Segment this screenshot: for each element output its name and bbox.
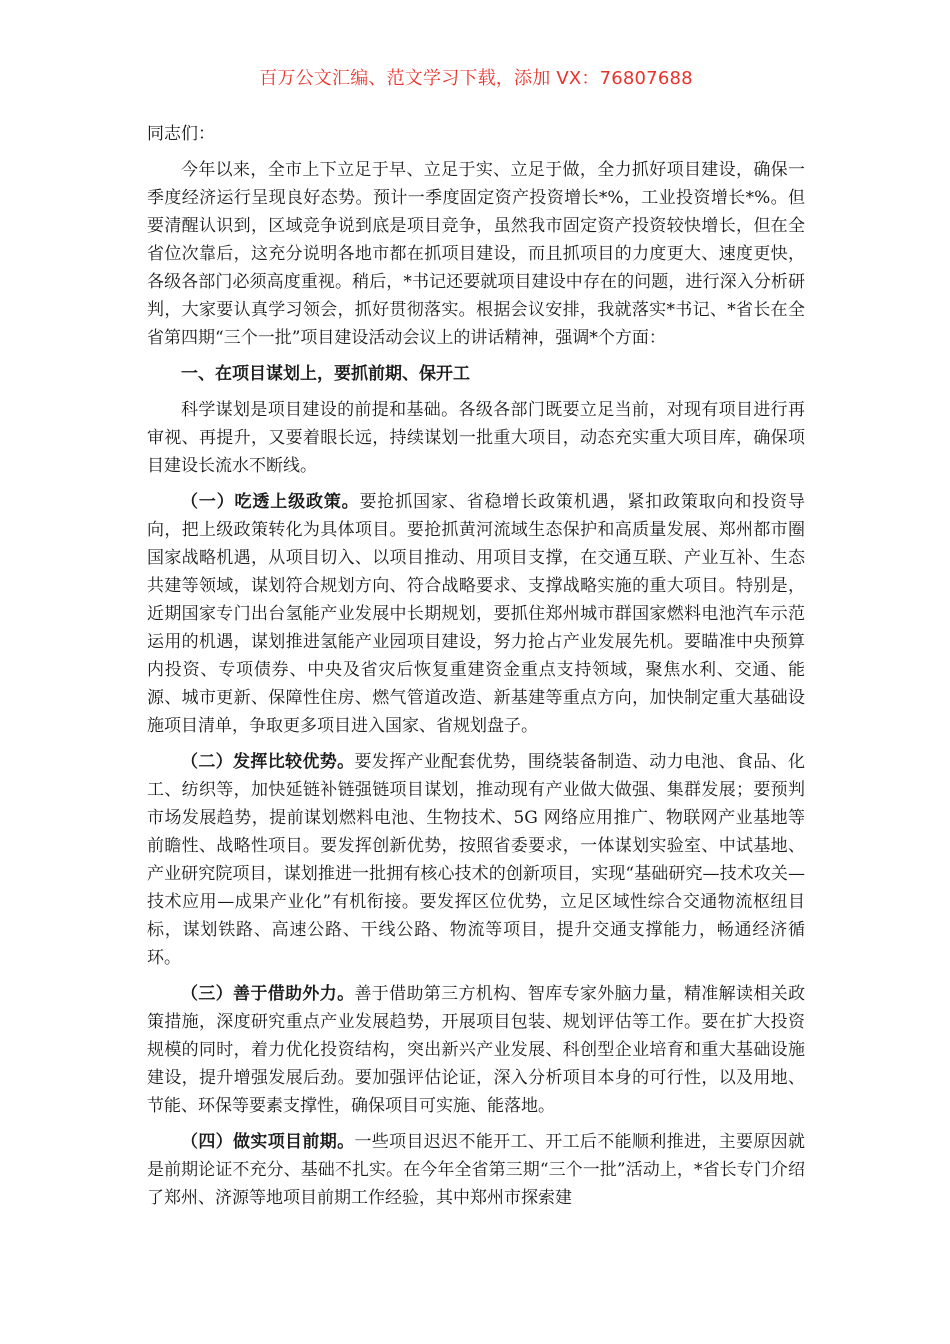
item-paragraph-2: [147, 748, 805, 972]
item-title-1: （一）吃透上级政策。: [181, 492, 360, 512]
intro-paragraph: 今年以来，全市上下立足于早、立足于实、立足于做，全力抓好项目建设，确保一季度经济运行呈现良好态势。预计一季度固定资产投资增长*%，工业投资增长*%。但要清醒认识到，区域竞争说到底是项目竞争，虽然我市固定资产投资较快增长，但在全省位次靠后，这充分说明各地市都在抓项目建设，而且抓项目的力度更大、速度更快，各级各部门必须高度重视。稍后，*书记还要就项目建设中存在的问题，进行深入分析研判，大家要认真学习领会，抓好贯彻落实。根据会议安排，我就落实*书记、*省长在全省第四期“三个一批”项目建设活动会议上的讲话精神，强调*个方面：: [147, 160, 805, 348]
item-title-4: （四）做实项目前期。: [181, 1132, 355, 1152]
item-body-4: 一些项目迟迟不能开工、开工后不能顺利推进，主要原因就是前期论证不充分、基础不扎实。在今年全省第三期“三个一批”活动上，*省长专门介绍了郑州、济源等地项目前期工作经验，其中郑州市探索建: [147, 1132, 806, 1208]
item-body-2: 要发挥产业配套优势，围绕装备制造、动力电池、食品、化工、纺织等，加快延链补链强链项目谋划，推动现有产业做大做强、集群发展；要预判市场发展趋势，提前谋划燃料电池、生物技术、5G 网络应用推广、物联网产业基地等前瞻性、战略性项目。要发挥创新优势，按照省委要求，一体谋划实验室、中试基地、产业研究院项目，谋划推进一批拥有核心技术的创新项目，实现“基础研究—技术攻关—技术应用—成果产业化”有机衔接。要发挥区位优势，立足区域性综合交通物流枢纽目标，谋划铁路、高速公路、干线公路、物流等项目，提升交通支撑能力，畅通经济循环。: [147, 752, 806, 968]
section-heading-1: 一、在项目谋划上，要抓前期、保开工: [181, 364, 470, 384]
watermark-banner: 百万公文汇编、范文学习下载，添加 VX：76807688: [259, 68, 693, 89]
item-paragraph-1: [147, 488, 805, 740]
item-title-3: （三）善于借助外力。: [181, 984, 355, 1004]
item-paragraph-3: [147, 980, 805, 1120]
item-body-1: 要抢抓国家、省稳增长政策机遇，紧扣政策取向和投资导向，把上级政策转化为具体项目。要抢抓黄河流域生态保护和高质量发展、郑州都市圈国家战略机遇，从项目切入、以项目推动、用项目支撑，在交通互联、产业互补、生态共建等领域，谋划符合规划方向、符合战略要求、支撑战略实施的重大项目。特别是，近期国家专门出台氢能产业发展中长期规划，要抓住郑州城市群国家燃料电池汽车示范运用的机遇，谋划推进氢能产业园项目建设，努力抢占产业发展先机。要瞄准中央预算内投资、专项债券、中央及省灾后恢复重建资金重点支持领域，聚焦水利、交通、能源、城市更新、保障性住房、燃气管道改造、新基建等重点方向，加快制定重大基础设施项目清单，争取更多项目进入国家、省规划盘子。: [147, 492, 806, 736]
item-title-2: （二）发挥比较优势。: [181, 752, 355, 772]
item-body-3: 善于借助第三方机构、智库专家外脑力量，精准解读相关政策措施，深度研究重点产业发展趋势，开展项目包装、规划评估等工作。要在扩大投资规模的同时，着力优化投资结构，突出新兴产业发展、科创型企业培育和重大基础设施建设，提升增强发展后劲。要加强评估论证，深入分析项目本身的可行性，以及用地、节能、环保等要素支撑性，确保项目可实施、能落地。: [147, 984, 806, 1116]
section-intro-paragraph: 科学谋划是项目建设的前提和基础。各级各部门既要立足当前，对现有项目进行再审视、再提升，又要着眼长远，持续谋划一批重大项目，动态充实重大项目库，确保项目建设长流水不断线。: [147, 400, 805, 476]
salutation: 同志们：: [147, 124, 215, 144]
item-paragraph-4: [147, 1128, 805, 1212]
